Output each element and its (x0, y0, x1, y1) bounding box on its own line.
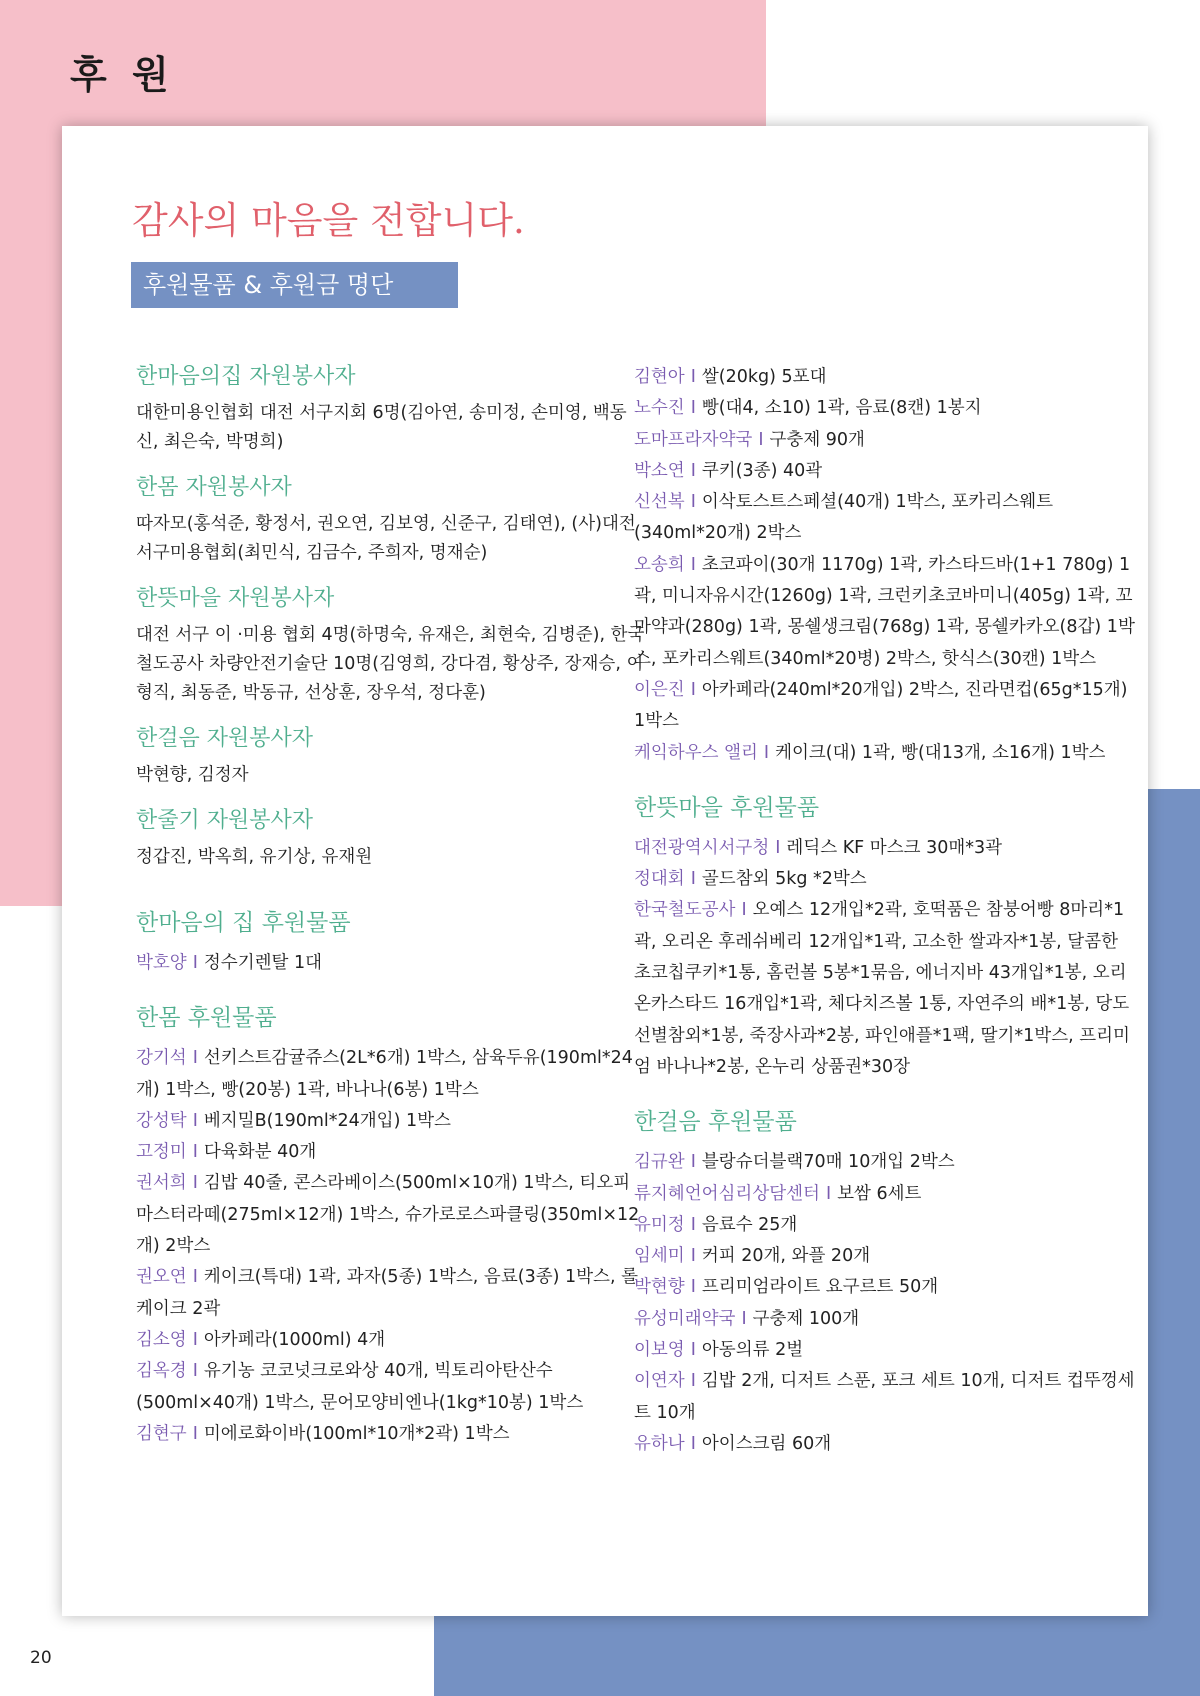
donation-entry (634, 362, 1140, 393)
separator: I (690, 554, 696, 575)
separator: I (690, 1371, 696, 1392)
donor-name: 이연자 (634, 1371, 685, 1392)
donor-name: 케익하우스 앨리 (634, 742, 758, 763)
donor-name: 오송희 (634, 554, 685, 575)
donor-name: 강기석 (136, 1048, 187, 1069)
donation-entry (634, 487, 1140, 550)
volunteer-list (136, 362, 646, 872)
volunteer-group (136, 362, 646, 457)
supply-group (634, 791, 1140, 1083)
donated-items: 레딕스 KF 마스크 30매*3곽 (786, 837, 1003, 858)
donor-name: 김소영 (136, 1329, 187, 1350)
donated-items: 보쌈 6세트 (837, 1183, 922, 1204)
separator: I (758, 429, 764, 450)
donation-entry (634, 1304, 1140, 1335)
donation-entry (136, 1137, 646, 1168)
separator: I (192, 953, 198, 973)
separator: I (741, 1308, 747, 1329)
donated-items: 미에로화이바(100ml*10개*2곽) 1박스 (203, 1423, 510, 1444)
donor-name: 유성미래약국 (634, 1308, 736, 1329)
group-title: 한몸 후원물품 (136, 1005, 277, 1032)
separator: I (690, 1340, 696, 1361)
volunteer-names: 대전 서구 이 ·미용 협회 4명(하명숙, 유재은, 최현숙, 김병준), 한국철도공사 차량안전기술단 10명(김영희, 강다겸, 황상주, 장재승, 이형직, 최동준, 박동규, 선상훈, 장우석, 정다훈) (136, 625, 645, 703)
supply-group (634, 362, 1140, 769)
donation-entry (136, 1325, 646, 1356)
donated-items: 구충제 90개 (769, 429, 865, 450)
donated-items: 케이크(대) 1곽, 빵(대13개, 소16개) 1박스 (775, 742, 1106, 763)
supply-list-left (136, 906, 646, 1450)
section-tag: 후 원 (70, 53, 175, 97)
donation-entry (634, 1241, 1140, 1272)
donation-entry (136, 948, 646, 979)
donor-name: 한국철도공사 (634, 900, 736, 921)
donated-items: 정수기렌탈 1대 (203, 953, 323, 973)
donor-name: 김옥경 (136, 1361, 187, 1382)
donation-entry (634, 393, 1140, 424)
donor-name: 도마프라자약국 (634, 429, 753, 450)
separator: I (192, 1423, 198, 1444)
donated-items: 김밥 40줄, 콘스라베이스(500ml×10개) 1박스, 티오피마스터라떼(275ml×12개) 1박스, 슈가로로스파클링(350ml×12개) 2박스 (136, 1173, 640, 1257)
donation-entry (634, 1272, 1140, 1303)
donor-name: 유미정 (634, 1214, 685, 1235)
donated-items: 골드참외 5kg *2박스 (701, 869, 867, 890)
donated-items: 유기농 코코넛크로와상 40개, 빅토리아탄산수(500ml×40개) 1박스, 문어모양비엔나(1kg*10봉) 1박스 (136, 1361, 584, 1413)
volunteer-group (136, 724, 646, 790)
donation-entry (634, 1429, 1140, 1460)
donation-entry (634, 864, 1140, 895)
volunteer-names: 박현향, 김정자 (136, 765, 249, 785)
donor-name: 류지혜언어심리상담센터 (634, 1183, 820, 1204)
group-title: 한몸 자원봉사자 (136, 475, 292, 500)
separator: I (690, 869, 696, 890)
separator: I (690, 1152, 696, 1173)
supply-group (136, 906, 646, 979)
donor-name: 권오연 (136, 1267, 187, 1288)
separator: I (690, 1433, 696, 1454)
donor-name: 박소연 (634, 460, 685, 481)
donor-name: 고정미 (136, 1142, 187, 1163)
right-column (634, 362, 1140, 1482)
separator: I (192, 1173, 198, 1194)
donation-entry (634, 1179, 1140, 1210)
separator: I (192, 1110, 198, 1131)
left-column (136, 362, 646, 1472)
separator: I (690, 1246, 696, 1267)
group-title: 한뜻마을 후원물품 (634, 794, 820, 821)
donated-items: 음료수 25개 (701, 1214, 798, 1235)
donor-name: 이보영 (634, 1340, 685, 1361)
donation-entry (136, 1419, 646, 1450)
donation-entry (634, 675, 1140, 738)
group-title: 한마음의 집 후원물품 (136, 910, 351, 936)
donor-name: 박현향 (634, 1277, 685, 1298)
volunteer-names: 대한미용인협회 대전 서구지회 6명(김아연, 송미정, 손미영, 백동신, 최은숙, 박명희) (136, 403, 627, 452)
volunteer-names: 따자모(홍석준, 황정서, 권오연, 김보영, 신준구, 김태연), (사)대전서구미용협회(최민식, 김금수, 주희자, 명재순) (136, 514, 636, 563)
supply-group (634, 1105, 1140, 1460)
separator: I (192, 1048, 198, 1069)
donated-items: 커피 20개, 와플 20개 (701, 1246, 871, 1267)
separator: I (825, 1183, 832, 1204)
donation-entry (634, 425, 1140, 456)
supply-group (136, 1001, 646, 1450)
donor-name: 노수진 (634, 398, 685, 419)
donation-entry (634, 550, 1140, 675)
donor-name: 강성탁 (136, 1110, 187, 1131)
donated-items: 김밥 2개, 디저트 스푼, 포크 세트 10개, 디저트 컵뚜껑세트 10개 (634, 1371, 1135, 1423)
volunteer-names: 정갑진, 박옥희, 유기상, 유재원 (136, 847, 373, 867)
donated-items: 아카페라(1000ml) 4개 (203, 1329, 386, 1350)
donated-items: 아동의류 2벌 (701, 1340, 804, 1361)
donated-items: 쿠키(3종) 40곽 (701, 460, 823, 481)
group-title: 한줄기 자원봉사자 (136, 808, 314, 833)
donation-entry (634, 1147, 1140, 1178)
donation-entry (634, 1210, 1140, 1241)
donated-items: 아이스크림 60개 (701, 1433, 832, 1454)
donated-items: 오예스 12개입*2곽, 호떡품은 참붕어빵 8마리*1곽, 오리온 후레쉬베리 12개입*1곽, 고소한 쌀과자*1봉, 달콤한 초코칩쿠키*1통, 홈런볼 5봉*1묶음, 에너지바 43개입*1봉, 오리온카스타드 16개입*1곽, 체다치즈볼 1통, 자연주의 배*1봉, 당도선별참외*1봉, 죽장사과*2봉, 파인애플*1팩, 딸기*1박스, 프리미엄 바나나*2봉, 온누리 상품권*30장 (634, 900, 1130, 1077)
donated-items: 쌀(20kg) 5포대 (701, 367, 827, 387)
donation-entry (136, 1168, 646, 1262)
donor-name: 이은진 (634, 679, 685, 700)
donor-name: 대전광역시서구청 (634, 837, 770, 858)
separator: I (690, 679, 696, 700)
donor-name: 임세미 (634, 1246, 685, 1267)
separator: I (741, 900, 747, 921)
page-number: 20 (30, 1648, 52, 1668)
donated-items: 케이크(특대) 1곽, 과자(5종) 1박스, 음료(3종) 1박스, 롤케이크 2곽 (136, 1267, 638, 1319)
donation-entry (634, 1366, 1140, 1429)
donated-items: 블랑슈더블랙70매 10개입 2박스 (701, 1152, 955, 1173)
donor-name: 신선복 (634, 492, 685, 513)
group-title: 한뜻마을 자원봉사자 (136, 586, 335, 611)
donated-items: 초코파이(30개 1170g) 1곽, 카스타드바(1+1 780g) 1곽, 미니자유시간(1260g) 1곽, 크런키초코바미니(405g) 1곽, 꼬마약과(280g) 1곽, 몽쉘생크림(768g) 1곽, 몽쉘카카오(8갑) 1박스, 포카리스웨트(340ml*20병) 2박스, 핫식스(30캔) 1박스 (634, 554, 1135, 669)
separator: I (690, 492, 696, 513)
page-subtitle: 후원물품 & 후원금 명단 (131, 262, 458, 308)
volunteer-group (136, 473, 646, 568)
group-title: 한걸음 자원봉사자 (136, 726, 314, 751)
donated-items: 선키스트감귤쥬스(2L*6개) 1박스, 삼육두유(190ml*24개) 1박스, 빵(20봉) 1곽, 바나나(6봉) 1박스 (136, 1048, 633, 1100)
donor-name: 박호양 (136, 953, 187, 973)
separator: I (192, 1142, 198, 1163)
donor-name: 권서희 (136, 1173, 187, 1194)
volunteer-group (136, 584, 646, 708)
group-title: 한걸음 후원물품 (634, 1109, 797, 1136)
donation-entry (136, 1356, 646, 1419)
donation-entry (136, 1106, 646, 1137)
donation-entry (136, 1262, 646, 1325)
separator: I (690, 367, 696, 387)
page-title: 감사의 마음을 전합니다. (132, 199, 525, 242)
donated-items: 베지밀B(190ml*24개입) 1박스 (203, 1110, 451, 1131)
donor-name: 정대회 (634, 869, 685, 890)
donor-name: 김현구 (136, 1423, 187, 1444)
donated-items: 다육화분 40개 (203, 1142, 317, 1163)
donation-entry (136, 1043, 646, 1106)
separator: I (690, 1277, 696, 1298)
separator: I (192, 1267, 198, 1288)
donated-items: 빵(대4, 소10) 1곽, 음료(8캔) 1봉지 (701, 398, 982, 419)
donor-name: 유하나 (634, 1433, 685, 1454)
separator: I (690, 1214, 696, 1235)
donated-items: 프리미엄라이트 요구르트 50개 (701, 1277, 939, 1298)
content-card (62, 126, 1148, 1616)
separator: I (775, 837, 781, 858)
donation-entry (634, 738, 1140, 769)
separator: I (192, 1361, 198, 1382)
donated-items: 아카페라(240ml*20개입) 2박스, 진라면컵(65g*15개) 1박스 (634, 679, 1128, 732)
donation-entry (634, 895, 1140, 1083)
donated-items: 이삭토스트스페셜(40개) 1박스, 포카리스웨트(340ml*20개) 2박스 (634, 492, 1054, 544)
donation-entry (634, 833, 1140, 864)
group-title: 한마음의집 자원봉사자 (136, 364, 356, 389)
donation-entry (634, 456, 1140, 487)
donor-name: 김현아 (634, 367, 685, 387)
separator: I (690, 460, 696, 481)
donation-entry (634, 1335, 1140, 1366)
volunteer-group (136, 806, 646, 872)
donated-items: 구충제 100개 (752, 1308, 860, 1329)
separator: I (192, 1329, 198, 1350)
separator: I (763, 742, 770, 763)
separator: I (690, 398, 696, 419)
donor-name: 김규완 (634, 1152, 685, 1173)
